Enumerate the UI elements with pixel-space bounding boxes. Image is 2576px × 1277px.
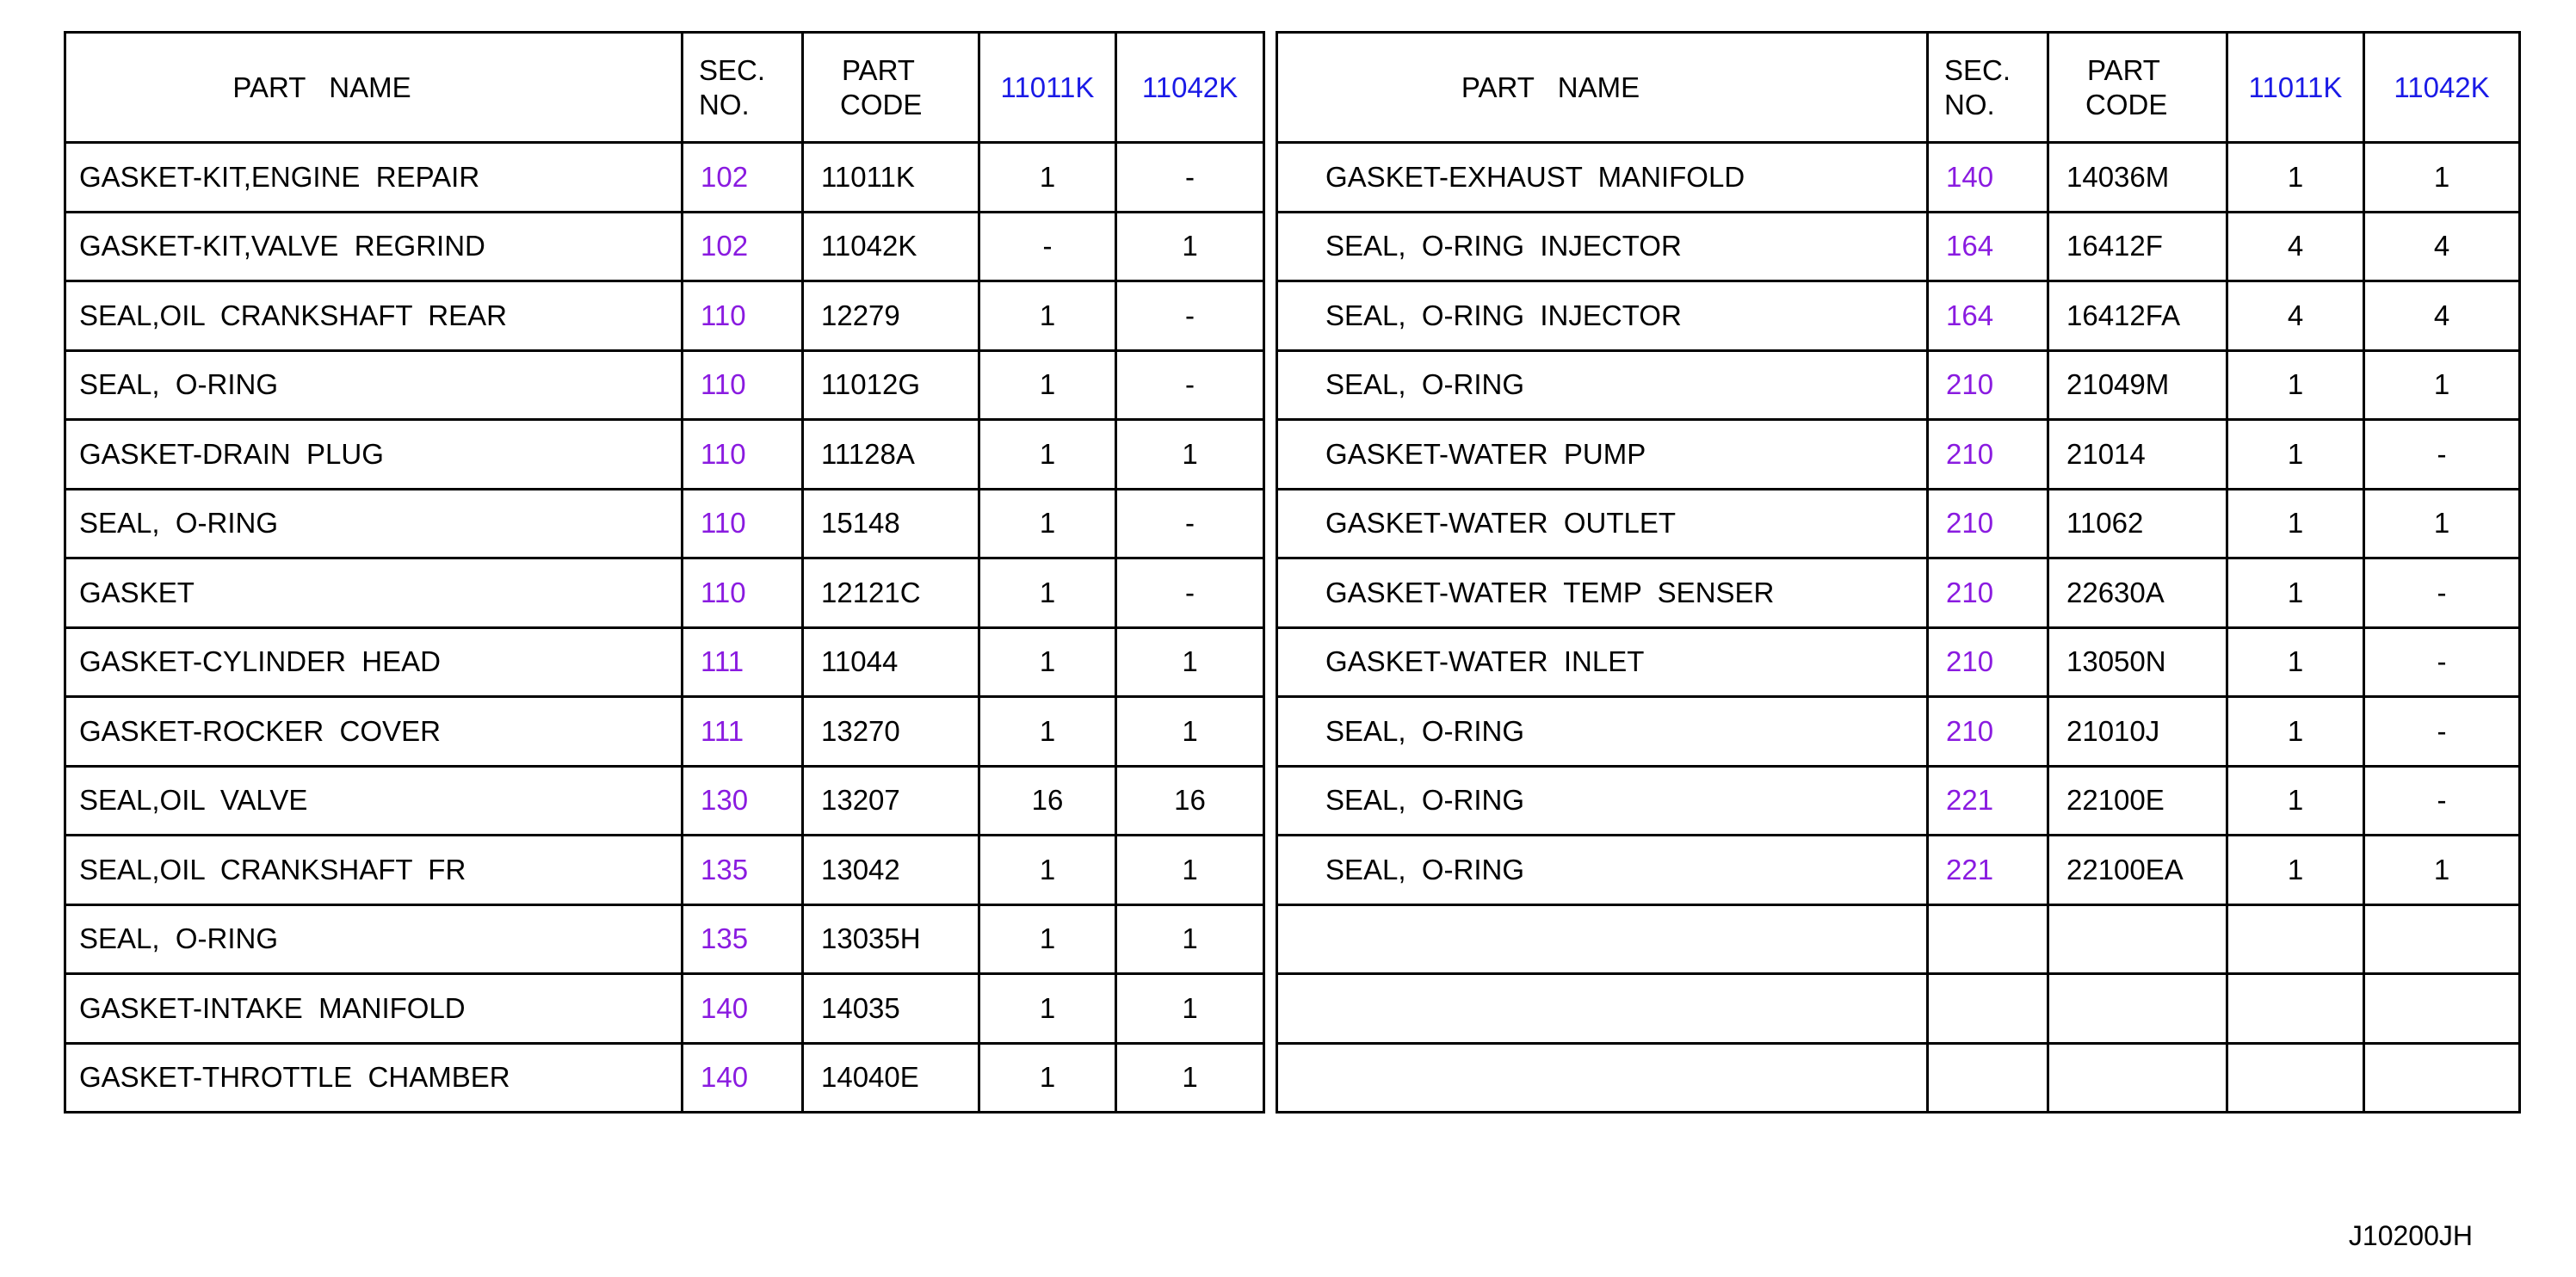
right-part-code: 21049M (2048, 350, 2227, 420)
right-part-code (2048, 904, 2227, 974)
right-part-name (1277, 974, 1928, 1044)
right-sec-no: 210 (1928, 489, 2048, 558)
right-sec-no: 164 (1928, 212, 2048, 281)
table-divider (1264, 974, 1277, 1044)
left-qty-model-a: 1 (979, 558, 1116, 628)
left-part-code: 13035H (803, 904, 979, 974)
left-sec-no: 110 (683, 558, 803, 628)
left-part-name: GASKET-KIT,VALVE REGRIND (65, 212, 683, 281)
left-part-name: GASKET-CYLINDER HEAD (65, 627, 683, 697)
table-row (65, 281, 2520, 351)
right-qty-model-b: 1 (2364, 836, 2520, 905)
left-qty-model-b: 1 (1116, 420, 1264, 490)
left-part-code: 15148 (803, 489, 979, 558)
header-sec-no-left: SEC. NO. (683, 33, 803, 143)
left-part-code: 13207 (803, 766, 979, 836)
left-qty-model-b: 1 (1116, 1043, 1264, 1113)
right-qty-model-a: 1 (2227, 627, 2364, 697)
table-divider (1264, 836, 1277, 905)
left-qty-model-b: 16 (1116, 766, 1264, 836)
header-sec-no-right: SEC. NO. (1928, 33, 2048, 143)
right-qty-model-b: 4 (2364, 281, 2520, 351)
right-qty-model-a: 4 (2227, 281, 2364, 351)
table-divider (1264, 766, 1277, 836)
table-row (65, 558, 2520, 628)
left-sec-no: 140 (683, 1043, 803, 1113)
left-qty-model-a: 1 (979, 489, 1116, 558)
right-sec-no: 164 (1928, 281, 2048, 351)
table-divider (1264, 1043, 1277, 1113)
right-qty-model-b: - (2364, 558, 2520, 628)
table-row (65, 627, 2520, 697)
left-sec-no: 110 (683, 350, 803, 420)
table-row (65, 143, 2520, 213)
left-sec-no: 135 (683, 904, 803, 974)
left-part-name: GASKET-KIT,ENGINE REPAIR (65, 143, 683, 213)
right-part-name: SEAL, O-RING (1277, 766, 1928, 836)
right-part-code: 21014 (2048, 420, 2227, 490)
left-sec-no: 110 (683, 281, 803, 351)
left-sec-no: 110 (683, 420, 803, 490)
left-part-code: 14035 (803, 974, 979, 1044)
left-qty-model-a: 1 (979, 904, 1116, 974)
left-part-name: GASKET-DRAIN PLUG (65, 420, 683, 490)
left-sec-no: 102 (683, 143, 803, 213)
table-row (65, 904, 2520, 974)
left-qty-model-a: 1 (979, 697, 1116, 767)
left-qty-model-a: 1 (979, 350, 1116, 420)
table-header-row (65, 33, 2520, 143)
left-part-name: GASKET-ROCKER COVER (65, 697, 683, 767)
left-part-code: 11012G (803, 350, 979, 420)
table-row (65, 766, 2520, 836)
left-part-code: 11042K (803, 212, 979, 281)
left-part-code: 14040E (803, 1043, 979, 1113)
left-part-name: SEAL,OIL VALVE (65, 766, 683, 836)
right-qty-model-a: 1 (2227, 558, 2364, 628)
right-part-code: 21010J (2048, 697, 2227, 767)
left-qty-model-a: 1 (979, 974, 1116, 1044)
left-part-code: 11128A (803, 420, 979, 490)
right-qty-model-a (2227, 1043, 2364, 1113)
table-row (65, 489, 2520, 558)
right-part-name: SEAL, O-RING (1277, 836, 1928, 905)
left-qty-model-b: 1 (1116, 212, 1264, 281)
right-qty-model-a: 1 (2227, 350, 2364, 420)
left-sec-no: 111 (683, 697, 803, 767)
right-part-name: SEAL, O-RING (1277, 697, 1928, 767)
left-qty-model-b: - (1116, 489, 1264, 558)
left-sec-no: 130 (683, 766, 803, 836)
table-divider (1264, 143, 1277, 213)
table-divider (1264, 697, 1277, 767)
left-qty-model-b: - (1116, 558, 1264, 628)
left-qty-model-a: 1 (979, 627, 1116, 697)
table-body (65, 143, 2520, 1113)
right-qty-model-b: 1 (2364, 143, 2520, 213)
right-part-name (1277, 904, 1928, 974)
header-model-a-right: 11011K (2227, 33, 2364, 143)
right-part-name: GASKET-WATER OUTLET (1277, 489, 1928, 558)
table-divider (1264, 350, 1277, 420)
table-divider (1264, 420, 1277, 490)
left-qty-model-b: - (1116, 350, 1264, 420)
table-row (65, 1043, 2520, 1113)
table-row (65, 974, 2520, 1044)
header-part-code-left: PART CODE (803, 33, 979, 143)
right-qty-model-a: 1 (2227, 489, 2364, 558)
right-qty-model-b (2364, 904, 2520, 974)
left-part-name: SEAL,OIL CRANKSHAFT FR (65, 836, 683, 905)
right-sec-no (1928, 1043, 2048, 1113)
right-qty-model-b: - (2364, 697, 2520, 767)
right-qty-model-b (2364, 1043, 2520, 1113)
header-part-name-right: PART NAME (1277, 33, 1928, 143)
right-qty-model-a: 4 (2227, 212, 2364, 281)
right-qty-model-b: - (2364, 627, 2520, 697)
header-part-name-left: PART NAME (65, 33, 683, 143)
right-part-code: 22100EA (2048, 836, 2227, 905)
right-sec-no: 210 (1928, 350, 2048, 420)
table-row (65, 697, 2520, 767)
table-row (65, 350, 2520, 420)
right-qty-model-a: 1 (2227, 766, 2364, 836)
left-qty-model-a: 1 (979, 420, 1116, 490)
left-part-code: 12279 (803, 281, 979, 351)
right-part-code: 22630A (2048, 558, 2227, 628)
right-sec-no: 221 (1928, 766, 2048, 836)
left-part-code: 11044 (803, 627, 979, 697)
right-sec-no (1928, 904, 2048, 974)
right-part-code: 13050N (2048, 627, 2227, 697)
left-sec-no: 102 (683, 212, 803, 281)
right-qty-model-a: 1 (2227, 836, 2364, 905)
left-part-code: 11011K (803, 143, 979, 213)
header-model-b-right: 11042K (2364, 33, 2520, 143)
left-qty-model-b: 1 (1116, 836, 1264, 905)
right-sec-no (1928, 974, 2048, 1044)
left-part-name: GASKET-INTAKE MANIFOLD (65, 974, 683, 1044)
right-part-code (2048, 974, 2227, 1044)
right-qty-model-a (2227, 904, 2364, 974)
right-qty-model-b: 1 (2364, 489, 2520, 558)
left-part-name: SEAL, O-RING (65, 350, 683, 420)
right-part-name (1277, 1043, 1928, 1113)
left-qty-model-b: 1 (1116, 974, 1264, 1044)
left-part-name: SEAL, O-RING (65, 904, 683, 974)
left-qty-model-a: - (979, 212, 1116, 281)
left-qty-model-b: - (1116, 143, 1264, 213)
right-qty-model-b: - (2364, 420, 2520, 490)
left-qty-model-a: 1 (979, 836, 1116, 905)
right-part-code: 11062 (2048, 489, 2227, 558)
header-model-b-left: 11042K (1116, 33, 1264, 143)
left-sec-no: 135 (683, 836, 803, 905)
table-divider (1264, 281, 1277, 351)
right-sec-no: 210 (1928, 627, 2048, 697)
right-part-code: 22100E (2048, 766, 2227, 836)
right-qty-model-a: 1 (2227, 143, 2364, 213)
left-qty-model-b: 1 (1116, 697, 1264, 767)
right-qty-model-a: 1 (2227, 420, 2364, 490)
table-divider (1264, 489, 1277, 558)
table-divider (1264, 904, 1277, 974)
left-qty-model-a: 1 (979, 281, 1116, 351)
right-part-name: GASKET-WATER TEMP SENSER (1277, 558, 1928, 628)
right-part-name: GASKET-WATER PUMP (1277, 420, 1928, 490)
left-sec-no: 111 (683, 627, 803, 697)
left-sec-no: 110 (683, 489, 803, 558)
table-divider (1264, 33, 1277, 143)
right-qty-model-b (2364, 974, 2520, 1044)
right-qty-model-b: 4 (2364, 212, 2520, 281)
right-qty-model-b: 1 (2364, 350, 2520, 420)
table-row (65, 212, 2520, 281)
header-part-code-right: PART CODE (2048, 33, 2227, 143)
gasket-parts-table (64, 31, 2521, 1114)
left-part-code: 13270 (803, 697, 979, 767)
right-part-code: 16412F (2048, 212, 2227, 281)
right-qty-model-a (2227, 974, 2364, 1044)
right-part-name: GASKET-WATER INLET (1277, 627, 1928, 697)
right-part-code (2048, 1043, 2227, 1113)
left-qty-model-a: 1 (979, 143, 1116, 213)
right-part-code: 16412FA (2048, 281, 2227, 351)
right-qty-model-b: - (2364, 766, 2520, 836)
left-sec-no: 140 (683, 974, 803, 1044)
right-part-name: SEAL, O-RING (1277, 350, 1928, 420)
left-qty-model-b: 1 (1116, 904, 1264, 974)
left-qty-model-a: 1 (979, 1043, 1116, 1113)
left-qty-model-a: 16 (979, 766, 1116, 836)
right-part-name: GASKET-EXHAUST MANIFOLD (1277, 143, 1928, 213)
left-part-name: GASKET-THROTTLE CHAMBER (65, 1043, 683, 1113)
table-row (65, 420, 2520, 490)
left-qty-model-b: 1 (1116, 627, 1264, 697)
right-part-code: 14036M (2048, 143, 2227, 213)
right-sec-no: 210 (1928, 697, 2048, 767)
table-divider (1264, 212, 1277, 281)
table-divider (1264, 627, 1277, 697)
table-row (65, 836, 2520, 905)
right-sec-no: 210 (1928, 558, 2048, 628)
right-sec-no: 140 (1928, 143, 2048, 213)
left-part-code: 12121C (803, 558, 979, 628)
document-id: J10200JH (2348, 1220, 2473, 1251)
right-sec-no: 210 (1928, 420, 2048, 490)
right-sec-no: 221 (1928, 836, 2048, 905)
left-part-name: SEAL,OIL CRANKSHAFT REAR (65, 281, 683, 351)
left-qty-model-b: - (1116, 281, 1264, 351)
table-divider (1264, 558, 1277, 628)
right-part-name: SEAL, O-RING INJECTOR (1277, 212, 1928, 281)
left-part-name: GASKET (65, 558, 683, 628)
right-part-name: SEAL, O-RING INJECTOR (1277, 281, 1928, 351)
header-model-a-left: 11011K (979, 33, 1116, 143)
right-qty-model-a: 1 (2227, 697, 2364, 767)
left-part-name: SEAL, O-RING (65, 489, 683, 558)
left-part-code: 13042 (803, 836, 979, 905)
